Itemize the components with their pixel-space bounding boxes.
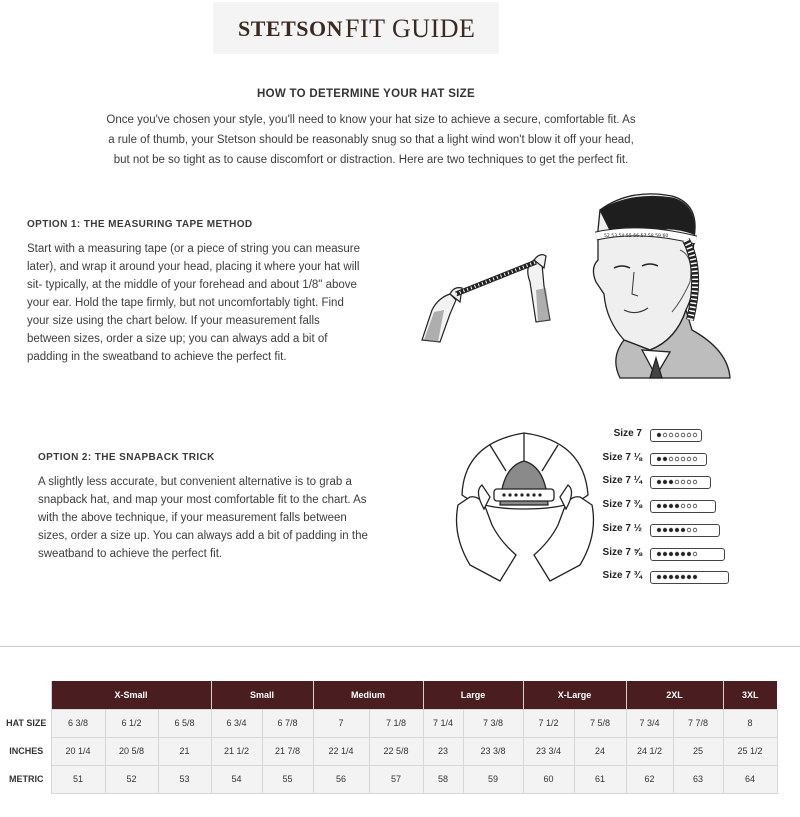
size-cell: 22 5/8 (369, 737, 423, 765)
size-group: 3XL (723, 681, 777, 709)
snapback-peg (693, 575, 697, 579)
size-group: Large (423, 681, 523, 709)
snapback-peg (669, 552, 673, 556)
size-cell: 6 1/2 (105, 709, 158, 737)
size-cell: 60 (523, 765, 574, 793)
snapback-peg (681, 575, 685, 579)
size-cell: 58 (423, 765, 463, 793)
size-cell: 7 7/8 (673, 709, 723, 737)
snapback-peg (663, 481, 667, 485)
size-cell: 52 (105, 765, 158, 793)
snapback-hole (669, 457, 673, 461)
snapback-strap (650, 571, 729, 584)
snapback-strap (650, 548, 725, 561)
option2-line: A slightly less accurate, but convenient alternative is to grab a (38, 476, 352, 488)
size-cell: 25 1/2 (723, 737, 777, 765)
option1-line: your ear. Hold the tape firmly, but not uncomfortably tight. Find (27, 297, 344, 309)
size-cell: 54 (211, 765, 262, 793)
snapback-hole (693, 528, 697, 532)
size-cell: 6 7/8 (262, 709, 313, 737)
snapback-peg (675, 504, 679, 508)
intro-line: a rule of thumb, your Stetson should be reasonably snug so that a light wind won't blow it off your head, (108, 134, 634, 146)
snapback-peg (669, 575, 673, 579)
size-cell: 23 (423, 737, 463, 765)
size-cell: 7 1/8 (369, 709, 423, 737)
snapback-peg (657, 528, 661, 532)
snapback-peg (663, 457, 667, 461)
snapback-peg (657, 433, 661, 437)
row-label: INCHES (2, 737, 51, 765)
size-cell: 61 (574, 765, 626, 793)
size-group-header (2, 681, 777, 709)
size-cell: 6 3/4 (211, 709, 262, 737)
size-cell: 51 (51, 765, 105, 793)
snapback-peg (675, 552, 679, 556)
size-cell: 7 (313, 709, 369, 737)
snapback-strap (650, 476, 711, 489)
snapback-hole (681, 457, 685, 461)
snapback-hole (675, 433, 679, 437)
size-cell: 57 (369, 765, 423, 793)
option2-line: with the above technique, if your measurement falls between (38, 512, 347, 524)
size-group: X-Small (51, 681, 211, 709)
size-cell: 63 (673, 765, 723, 793)
snapback-strap (650, 453, 707, 466)
section-heading: HOW TO DETERMINE YOUR HAT SIZE (257, 88, 475, 100)
size-cell: 55 (262, 765, 313, 793)
snapback-strap (650, 524, 720, 537)
snapback-strap (650, 500, 716, 513)
size-cell: 53 (158, 765, 211, 793)
size-cell: 6 5/8 (158, 709, 211, 737)
snapback-peg (663, 575, 667, 579)
size-cell: 7 1/4 (423, 709, 463, 737)
size-group: Medium (313, 681, 423, 709)
snapback-hole (681, 504, 685, 508)
size-table-row (2, 709, 777, 737)
option1-line: later), and wrap it around your head, placing it where your hat will (27, 261, 360, 273)
size-cell: 21 7/8 (262, 737, 313, 765)
size-cell: 20 1/4 (51, 737, 105, 765)
snapback-peg (663, 528, 667, 532)
size-group: X-Large (523, 681, 626, 709)
row-label: HAT SIZE (2, 709, 51, 737)
size-cell: 56 (313, 765, 369, 793)
size-cell: 7 1/2 (523, 709, 574, 737)
snapback-hole (681, 433, 685, 437)
snapback-size-label: Size 7 ⅝ (602, 546, 642, 558)
size-cell: 23 3/4 (523, 737, 574, 765)
snapback-peg (657, 457, 661, 461)
size-cell: 64 (723, 765, 777, 793)
snapback-peg (687, 575, 691, 579)
size-cell: 7 3/4 (626, 709, 673, 737)
snapback-size-label: Size 7 ⅛ (602, 451, 642, 463)
snapback-peg (675, 528, 679, 532)
size-cell: 8 (723, 709, 777, 737)
size-cell: 21 1/2 (211, 737, 262, 765)
option2-paragraph (38, 473, 378, 563)
snapback-strap (650, 429, 702, 442)
snapback-peg (669, 504, 673, 508)
option1-line: padding in the sweatband to achieve the perfect fit. (27, 351, 287, 363)
size-cell: 22 1/4 (313, 737, 369, 765)
option1-line: sit- typically, at the middle of your forehead and about 1/8" above (27, 279, 357, 291)
measuring-tape-illustration (410, 190, 740, 390)
snapback-hole (675, 481, 679, 485)
snapback-size-label: Size 7 ¼ (602, 475, 642, 487)
divider (0, 646, 800, 647)
snapback-size-label: Size 7 ½ (602, 522, 642, 534)
snapback-hole (687, 504, 691, 508)
size-cell: 24 (574, 737, 626, 765)
intro-line: but not be so tight as to cause discomfort or distraction. Here are two techniques to get the perfect fit. (113, 154, 629, 166)
snapback-hole (687, 433, 691, 437)
option2-line: snapback hat, and map your most comfortable fit to the chart. As (38, 494, 367, 506)
size-cell: 25 (673, 737, 723, 765)
size-table (2, 681, 778, 794)
snapback-hole (687, 528, 691, 532)
snapback-peg (669, 528, 673, 532)
page-title: FIT GUIDE (345, 14, 476, 43)
snapback-hole (669, 433, 673, 437)
tape-numbers: 52 53 54 55 56 57 58 59 60 (604, 234, 669, 239)
size-cell: 62 (626, 765, 673, 793)
option1-line: Start with a measuring tape (or a piece of string you can measure (27, 243, 361, 255)
option2-line: sweatband to achieve the perfect fit. (38, 548, 223, 560)
size-cell: 7 3/8 (463, 709, 523, 737)
intro-line: Once you've chosen your style, you'll need to know your hat size to achieve a secure, comfortable fit. As (106, 114, 636, 126)
snapback-peg (657, 575, 661, 579)
snapback-hole (693, 481, 697, 485)
size-group: 2XL (626, 681, 723, 709)
snapback-peg (681, 528, 685, 532)
size-cell: 20 5/8 (105, 737, 158, 765)
snapback-peg (657, 552, 661, 556)
size-group: Small (211, 681, 313, 709)
option1-line: your size using the chart below. If your measurement falls (27, 315, 320, 327)
snapback-hole (693, 504, 697, 508)
size-cell: 23 3/8 (463, 737, 523, 765)
snapback-peg (657, 481, 661, 485)
brand-logo: STETSON (238, 16, 343, 41)
size-cell: 24 1/2 (626, 737, 673, 765)
snapback-hole (681, 481, 685, 485)
option1-title: OPTION 1: THE MEASURING TAPE METHOD (27, 219, 253, 230)
snapback-size-label: Size 7 ⅜ (602, 499, 642, 511)
intro-paragraph (106, 110, 636, 170)
size-table-row (2, 765, 777, 793)
option2-line: sizes, order a size up. You can always add a bit of padding in the (38, 530, 368, 542)
snapback-hole (663, 433, 667, 437)
snapback-peg (657, 504, 661, 508)
snapback-hole (693, 552, 697, 556)
option1-paragraph (27, 240, 367, 366)
row-label: METRIC (2, 765, 51, 793)
snapback-hole (693, 457, 697, 461)
snapback-hole (687, 481, 691, 485)
size-cell: 7 5/8 (574, 709, 626, 737)
snapback-hole (675, 457, 679, 461)
snapback-peg (687, 552, 691, 556)
size-cell: 21 (158, 737, 211, 765)
snapback-peg (669, 481, 673, 485)
snapback-peg (663, 504, 667, 508)
size-cell: 6 3/8 (51, 709, 105, 737)
snapback-size-label: Size 7 (613, 428, 642, 439)
snapback-size-label: Size 7 ¾ (602, 570, 642, 582)
snapback-peg (663, 552, 667, 556)
snapback-hole (693, 433, 697, 437)
size-table-row (2, 737, 777, 765)
size-cell: 59 (463, 765, 523, 793)
snapback-peg (675, 575, 679, 579)
option2-title: OPTION 2: THE SNAPBACK TRICK (38, 452, 215, 463)
option1-line: between sizes, order a size up; you can always add a bit of (27, 333, 328, 345)
snapback-hole (687, 457, 691, 461)
snapback-peg (681, 552, 685, 556)
